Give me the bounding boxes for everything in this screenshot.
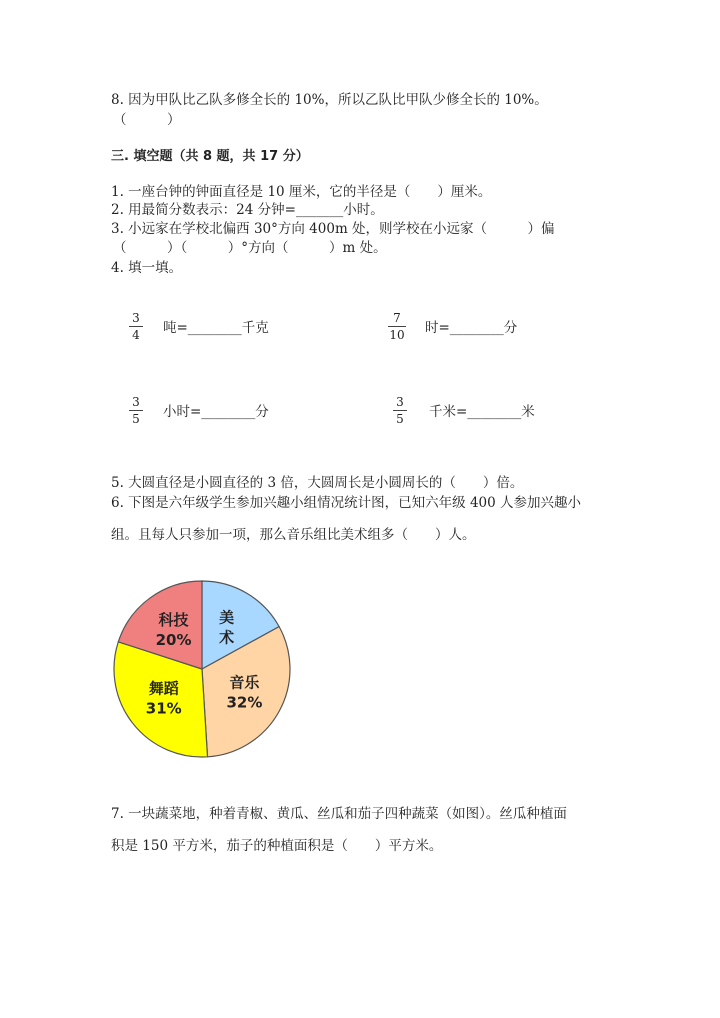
q8-statement: 8. 因为甲队比乙队多修全长的 10%，所以乙队比甲队少修全长的 10%。 — [111, 92, 548, 108]
question-7-line2: 积是 150 平方米，茄子的种植面积是（ ）平方米。 — [111, 838, 443, 854]
fraction: 3 4 — [127, 311, 145, 342]
section-title: 三. 填空题（共 8 题，共 17 分） — [111, 149, 309, 164]
fraction: 3 5 — [391, 395, 409, 426]
interest-group-pie-chart — [102, 569, 302, 769]
pie-slice-label: 音乐 — [229, 673, 260, 692]
pie-slice-label: 32% — [226, 693, 263, 712]
question-6-line1: 6. 下图是六年级学生参加兴趣小组情况统计图，已知六年级 400 人参加兴趣小 — [111, 495, 582, 511]
question-4: 4. 填一填。 — [111, 260, 183, 276]
question-2: 2. 用最简分数表示：24 分钟=_______小时。 — [111, 202, 384, 218]
fill-item-text: 时=________分 — [425, 320, 518, 336]
fill-item-text: 小时=________分 — [163, 404, 269, 420]
q8-answer-blank[interactable]: （ ） — [113, 112, 181, 128]
fraction: 7 10 — [389, 311, 405, 342]
fill-item-text: 千米=________米 — [429, 404, 535, 420]
pie-slice-label: 舞蹈 — [148, 679, 179, 698]
question-6-line2: 组。且每人只参加一项，那么音乐组比美术组多（ ）人。 — [111, 527, 476, 543]
question-3-line1: 3. 小远家在学校北偏西 30°方向 400m 处，则学校在小远家（ ）偏 — [111, 221, 555, 237]
question-3-line2: （ ）（ ）°方向（ ）m 处。 — [113, 240, 387, 256]
pie-slice-label: 31% — [145, 699, 182, 718]
pie-slice-label: 20% — [155, 630, 192, 649]
question-7-line1: 7. 一块蔬菜地，种着青椒、黄瓜、丝瓜和茄子四种蔬菜（如图）。丝瓜种植面 — [111, 806, 567, 822]
question-5: 5. 大圆直径是小圆直径的 3 倍，大圆周长是小圆周长的（ ）倍。 — [111, 475, 524, 491]
fraction: 3 5 — [127, 395, 145, 426]
pie-slice-label: 术 — [219, 628, 235, 647]
fill-item-text: 吨=________千克 — [163, 320, 269, 336]
question-1: 1. 一座台钟的钟面直径是 10 厘米，它的半径是（ ）厘米。 — [111, 184, 492, 200]
pie-slice-label: 美 — [219, 608, 235, 627]
pie-slice-label: 科技 — [158, 610, 189, 629]
